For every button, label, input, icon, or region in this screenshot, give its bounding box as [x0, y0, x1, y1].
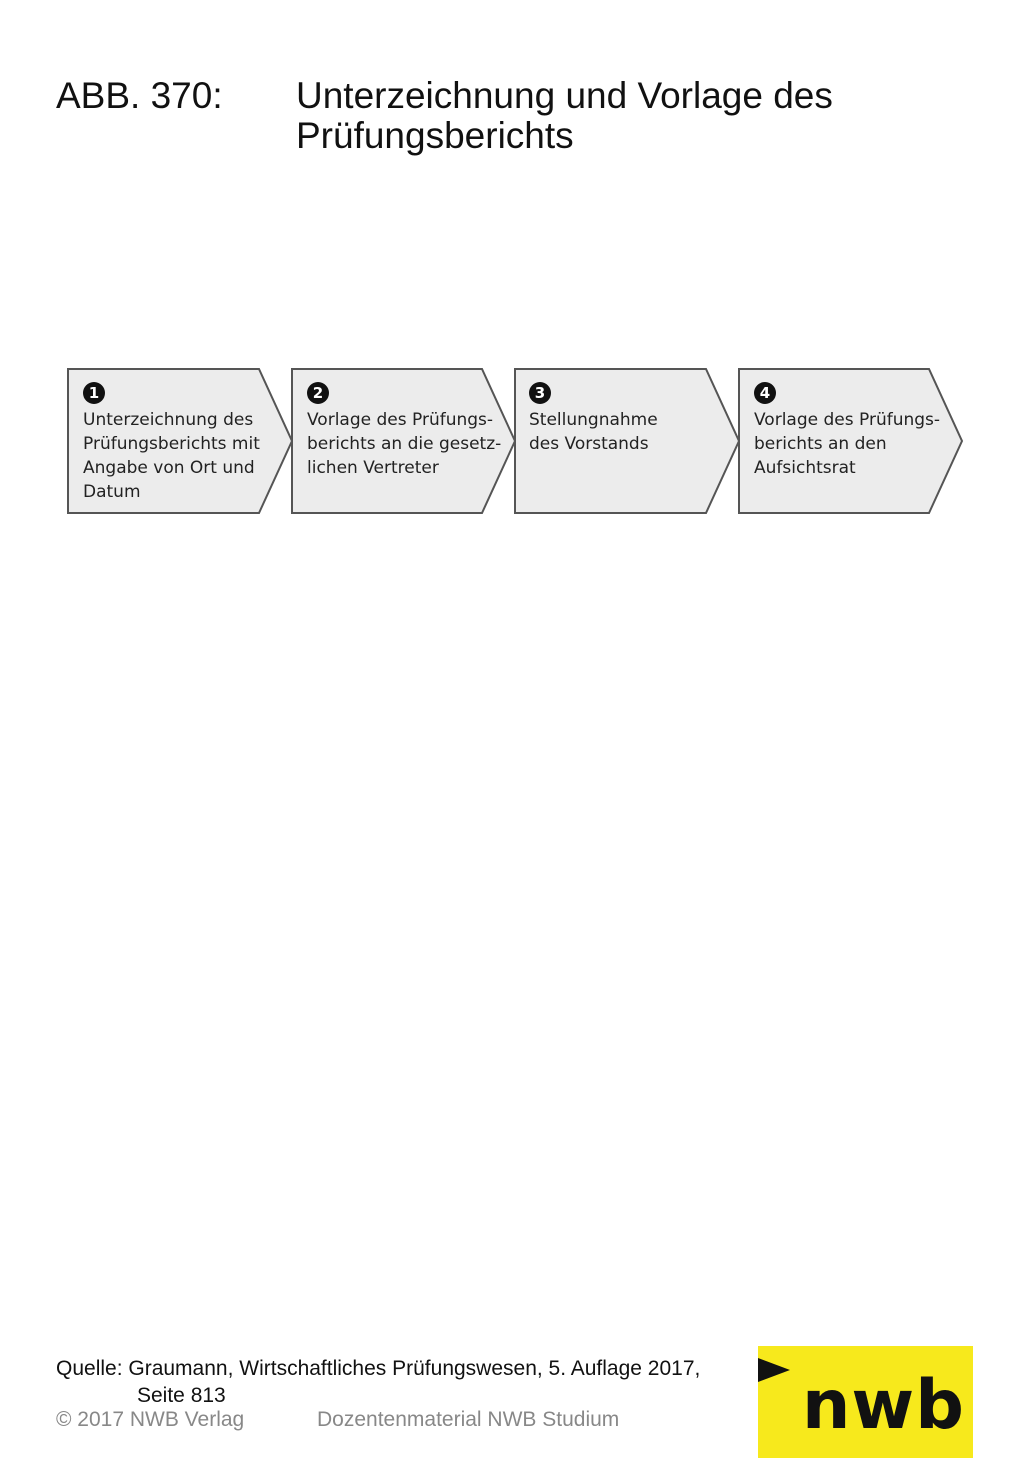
step-1-line-1: Unterzeichnung des [83, 410, 254, 430]
footer-material: Dozentenmaterial NWB Studium [317, 1408, 620, 1431]
step-3 [529, 381, 719, 456]
source-line-1: Quelle: Graumann, Wirtschaftliches Prüfungswesen, 5. Auflage 2017, [56, 1357, 701, 1380]
step-2-line-2: berichts an die gesetz- [307, 434, 502, 454]
play-triangle-icon [758, 1358, 790, 1382]
step-1-line-3: Angabe von Ort und [83, 458, 255, 478]
figure-title-line-2: Prüfungsberichts [296, 115, 574, 156]
footer-copyright: © 2017 NWB Verlag [56, 1408, 245, 1431]
step-4-line-1: Vorlage des Prüfungs- [754, 410, 941, 430]
step-1 [83, 381, 273, 504]
step-1-number-badge: 1 [83, 382, 105, 404]
step-2-line-1: Vorlage des Prüfungs- [307, 410, 494, 430]
footer [56, 1406, 620, 1433]
step-2 [307, 381, 502, 480]
step-1-line-4: Datum [83, 482, 141, 502]
step-4-line-2: berichts an den [754, 434, 887, 454]
step-2-line-3: lichen Vertreter [307, 458, 439, 478]
figure-title [296, 76, 936, 156]
step-1-text [83, 408, 273, 504]
step-2-text [307, 408, 502, 480]
source-line-2: Seite 813 [137, 1384, 226, 1407]
nwb-logo [758, 1346, 973, 1458]
step-4-number-badge: 4 [754, 382, 776, 404]
step-4-line-3: Aufsichtsrat [754, 458, 856, 478]
logo-wordmark: nwb [802, 1366, 965, 1445]
step-3-text [529, 408, 719, 456]
step-3-line-2: des Vorstands [529, 434, 649, 454]
step-4-text [754, 408, 944, 480]
step-4 [754, 381, 944, 480]
step-1-line-2: Prüfungsberichts mit [83, 434, 260, 454]
source-citation [56, 1355, 776, 1409]
figure-title-line-1: Unterzeichnung und Vorlage des [296, 75, 833, 116]
step-3-number-badge: 3 [529, 382, 551, 404]
step-2-number-badge: 2 [307, 382, 329, 404]
figure-label: ABB. 370: [56, 75, 223, 116]
step-3-line-1: Stellungnahme [529, 410, 658, 430]
process-flow [66, 367, 964, 515]
